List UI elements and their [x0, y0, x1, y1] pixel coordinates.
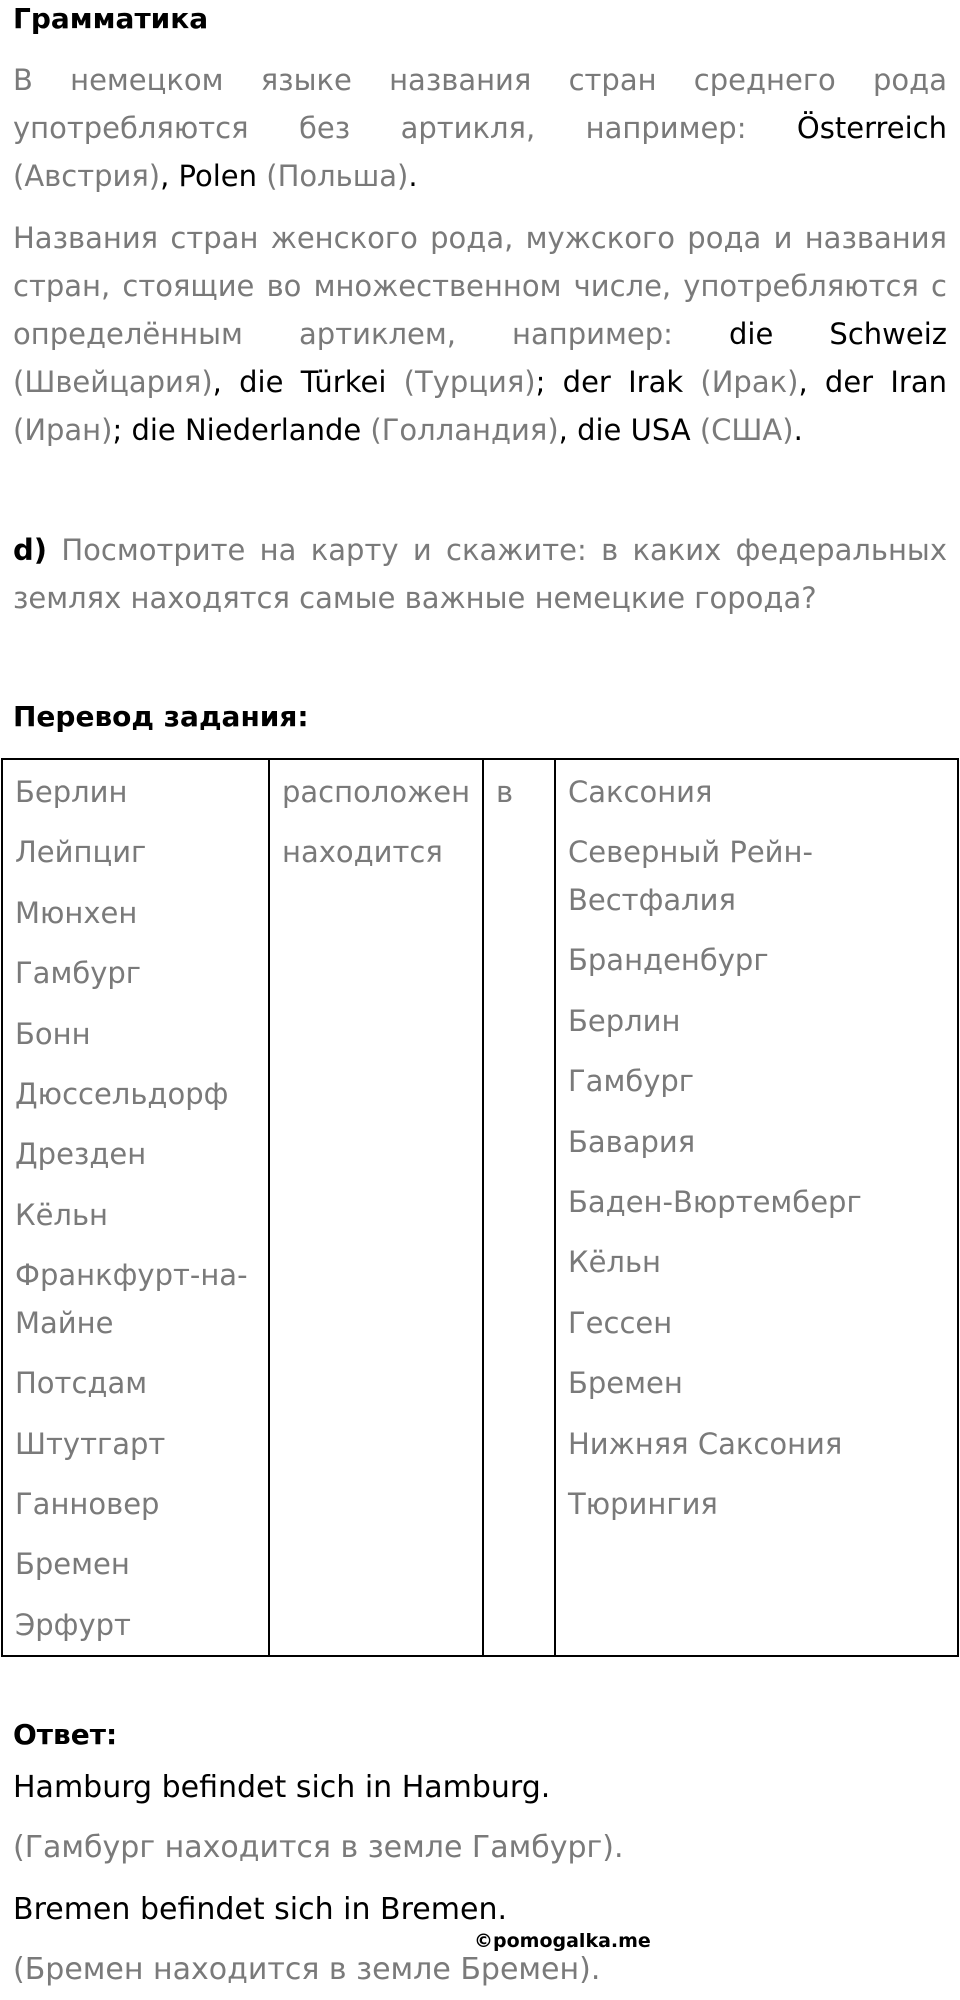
city-item: Берлин — [15, 775, 128, 809]
prep-cell — [483, 759, 555, 1656]
text-run: Österreich — [796, 111, 947, 145]
land-item: Бавария — [568, 1124, 696, 1159]
text-run: , die Türkei — [212, 365, 387, 399]
text-run: ; der Irak — [535, 365, 684, 399]
city-item: Эрфурт — [15, 1607, 131, 1642]
city-item: Штутгарт — [15, 1426, 166, 1461]
prep-list — [484, 760, 554, 822]
land-item: Берлин — [568, 1003, 681, 1038]
land-item: Баден-Вюртемберг — [568, 1185, 862, 1220]
text-run: (Голландия) — [361, 413, 559, 447]
task-label: d) — [13, 533, 48, 567]
land-item: Бремен — [568, 1366, 683, 1401]
answer-line: Hamburg befindet sich in Hamburg. — [13, 1770, 551, 1805]
verbs-list — [270, 760, 482, 883]
cities-cell — [2, 759, 269, 1656]
city-item: Кёльн — [15, 1197, 109, 1232]
cities-list — [3, 760, 268, 1655]
text-run: (Иран) — [13, 413, 113, 447]
city-item: Франкфурт-на-Майне — [15, 1258, 248, 1341]
text-run: , Polen — [160, 159, 258, 193]
answer-line: (Гамбург находится в земле Гамбург). — [13, 1830, 624, 1865]
city-item: Потсдам — [15, 1366, 148, 1401]
land-item: Северный Рейн-Вестфалия — [568, 835, 813, 918]
text-run: die Schweiz — [729, 317, 947, 351]
land-item: Нижняя Саксония — [568, 1426, 843, 1461]
land-item: Гамбург — [568, 1064, 695, 1099]
land-item: Кёльн — [568, 1245, 662, 1280]
text-run: ; die Niederlande — [112, 413, 362, 447]
text-run: (США) — [690, 413, 794, 447]
text-run: (Турция) — [386, 365, 536, 399]
text-run: , die USA — [558, 413, 691, 447]
city-item: Мюнхен — [15, 895, 138, 930]
text-run: В немецком языке названия стран среднего рода употребляются без артикля, например: — [13, 63, 947, 145]
grammar-heading: Грамматика — [13, 2, 209, 35]
land-item: Саксония — [568, 775, 713, 809]
lands-list — [556, 760, 957, 1534]
text-run: (Швейцария) — [13, 365, 213, 399]
grammar-paragraph-1 — [13, 56, 947, 200]
translation-table — [1, 758, 959, 1657]
text-run: . — [793, 413, 803, 447]
land-item: Тюрингия — [568, 1487, 718, 1522]
land-item: Бранденбург — [568, 943, 769, 978]
city-item: Ганновер — [15, 1487, 160, 1522]
city-item: Бремен — [15, 1547, 130, 1582]
text-run: . — [408, 159, 418, 193]
task-text: Посмотрите на карту и скажите: в каких федеральных землях находятся самые важные немецкие города? — [13, 533, 947, 615]
prep: в — [496, 775, 514, 809]
city-item: Лейпциг — [15, 835, 147, 870]
text-run: (Австрия) — [13, 159, 161, 193]
task-d — [13, 526, 947, 622]
land-item: Гессен — [568, 1305, 673, 1340]
table-row — [2, 759, 958, 1656]
text-run: (Польша) — [257, 159, 409, 193]
city-item: Дрезден — [15, 1137, 147, 1172]
grammar-paragraph-2 — [13, 214, 947, 454]
text-run: , der Iran — [798, 365, 947, 399]
city-item: Бонн — [15, 1016, 91, 1051]
verbs-cell — [269, 759, 483, 1656]
answer-line: Bremen befindet sich in Bremen. — [13, 1892, 507, 1927]
city-item: Гамбург — [15, 956, 142, 991]
verb-item: расположен — [282, 775, 471, 809]
verb-item: находится — [282, 835, 443, 870]
lands-cell — [555, 759, 958, 1656]
translation-heading: Перевод задания: — [13, 700, 309, 733]
text-run: (Ирак) — [683, 365, 799, 399]
answer-line: (Бремен находится в земле Бремен). — [13, 1952, 601, 1987]
answer-heading: Ответ: — [13, 1718, 118, 1751]
city-item: Дюссельдорф — [15, 1077, 229, 1112]
text-run: Названия стран женского рода, мужского рода и названия стран, стоящие во множественном числе, употребляются с определённым артиклем, например: — [13, 221, 947, 351]
watermark: ©pomogalka.me — [474, 1930, 651, 1952]
